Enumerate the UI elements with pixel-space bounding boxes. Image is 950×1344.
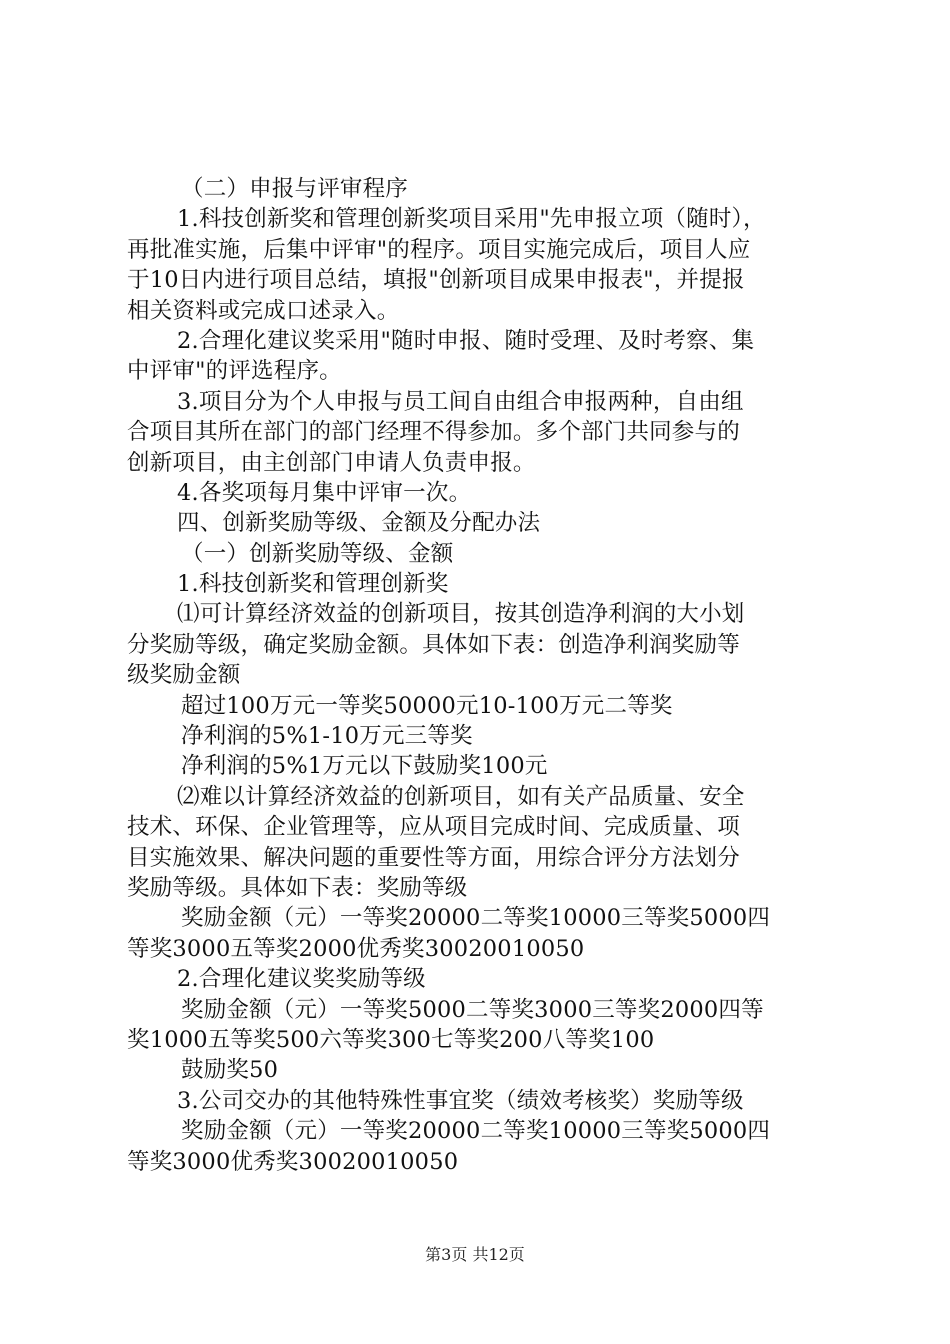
paragraph-line: 奖励金额（元）一等奖20000二等奖10000三等奖5000四 (181, 905, 771, 932)
paragraph-line: 再批准实施，后集中评审"的程序。项目实施完成后，项目人应 (127, 236, 751, 263)
paragraph-line: 级奖励金额 (127, 662, 241, 689)
paragraph-line: 相关资料或完成口述录入。 (127, 297, 400, 324)
paragraph-line: 目实施效果、解决问题的重要性等方面，用综合评分方法划分 (127, 844, 740, 871)
paragraph-line: ⑵难以计算经济效益的创新项目，如有关产品质量、安全 (177, 783, 745, 810)
paragraph-line: （一）创新奖励等级、金额 (181, 540, 454, 567)
paragraph-line: 奖1000五等奖500六等奖300七等奖200八等奖100 (127, 1026, 655, 1053)
paragraph-line: 奖励金额（元）一等奖5000二等奖3000三等奖2000四等 (181, 996, 764, 1023)
paragraph-line: 4.各奖项每月集中评审一次。 (177, 479, 472, 506)
paragraph-line: 3.公司交办的其他特殊性事宜奖（绩效考核奖）奖励等级 (177, 1087, 744, 1114)
paragraph-line: 等奖3000优秀奖30020010050 (127, 1148, 459, 1175)
paragraph-line: 1.科技创新奖和管理创新奖项目采用"先申报立项（随时）， (177, 206, 766, 233)
paragraph-line: 于10日内进行项目总结，填报"创新项目成果申报表"，并提报 (127, 267, 745, 294)
paragraph-line: 净利润的5%1万元以下鼓励奖100元 (181, 753, 548, 780)
paragraph-line: 3.项目分为个人申报与员工间自由组合申报两种，自由组 (177, 388, 744, 415)
paragraph-line: 分奖励等级，确定奖励金额。具体如下表：创造净利润奖励等 (127, 631, 740, 658)
paragraph-line: 鼓励奖50 (181, 1057, 279, 1084)
document-body (127, 174, 835, 1177)
paragraph-line: 技术、环保、企业管理等，应从项目完成时间、完成质量、项 (127, 814, 740, 841)
paragraph-line: 超过100万元一等奖50000元10-100万元二等奖 (181, 692, 673, 719)
paragraph-line: 合项目其所在部门的部门经理不得参加。多个部门共同参与的 (127, 419, 740, 446)
paragraph-line: 1.科技创新奖和管理创新奖 (177, 571, 449, 598)
paragraph-line: ⑴可计算经济效益的创新项目，按其创造净利润的大小划 (177, 601, 745, 628)
paragraph-line: 奖励等级。具体如下表：奖励等级 (127, 874, 468, 901)
paragraph-line: （二）申报与评审程序 (181, 176, 409, 202)
page-footer: 第3页 共12页 (425, 1245, 525, 1264)
paragraph-line: 创新项目，由主创部门申请人负责申报。 (127, 449, 536, 476)
paragraph-line: 2.合理化建议奖奖励等级 (177, 966, 426, 993)
paragraph-line: 中评审"的评选程序。 (127, 358, 342, 385)
paragraph-line: 等奖3000五等奖2000优秀奖30020010050 (127, 935, 585, 962)
paragraph-line: 净利润的5%1-10万元三等奖 (181, 723, 473, 750)
paragraph-line: 2.合理化建议奖采用"随时申报、随时受理、及时考察、集 (177, 327, 755, 354)
paragraph-line: 奖励金额（元）一等奖20000二等奖10000三等奖5000四 (181, 1118, 771, 1145)
paragraph-line: 四、创新奖励等级、金额及分配办法 (177, 510, 541, 537)
